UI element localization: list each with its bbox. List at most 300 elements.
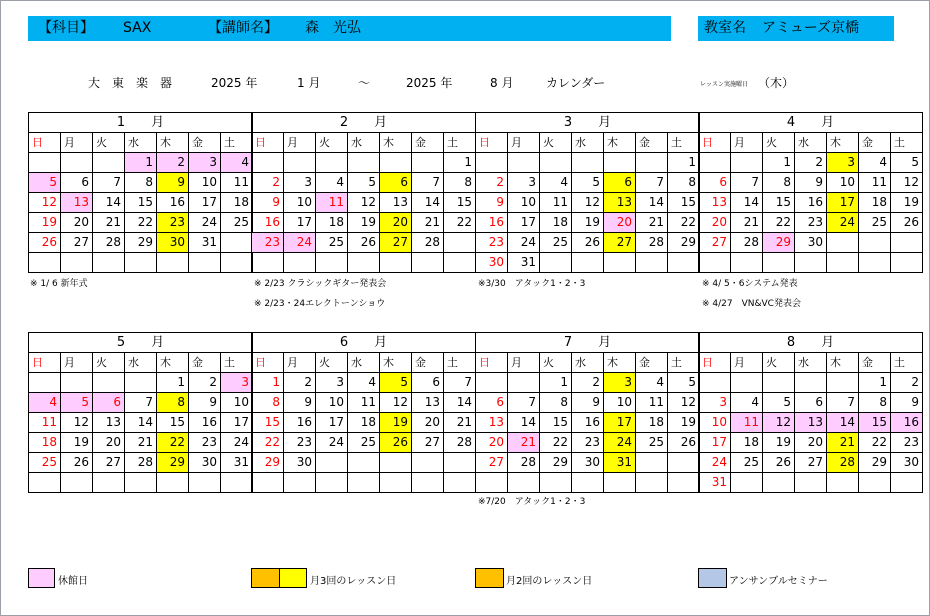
day-cell: 30	[476, 253, 508, 273]
day-cell: 20	[476, 433, 508, 453]
day-cell: 27	[604, 233, 636, 253]
day-cell: 2	[572, 373, 604, 393]
day-cell	[508, 473, 540, 493]
day-cell: 10	[316, 393, 348, 413]
day-cell	[93, 153, 125, 173]
month-calendar	[251, 332, 476, 493]
day-cell: 23	[476, 233, 508, 253]
day-cell: 4	[731, 393, 763, 413]
day-cell: 15	[252, 413, 284, 433]
day-cell: 28	[444, 433, 476, 453]
day-cell: 20	[93, 433, 125, 453]
day-cell: 18	[348, 413, 380, 433]
day-cell: 27	[412, 433, 444, 453]
weekday-header: 水	[572, 353, 604, 373]
weekday-header: 水	[795, 353, 827, 373]
day-cell: 29	[540, 453, 572, 473]
day-cell: 26	[29, 233, 61, 253]
legend-ensemble-swatch	[698, 568, 727, 588]
day-cell: 5	[348, 173, 380, 193]
lesson-day-value: （木）	[758, 76, 795, 90]
day-cell: 18	[29, 433, 61, 453]
day-cell: 14	[636, 193, 668, 213]
day-cell: 20	[604, 213, 636, 233]
weekday-header: 月	[61, 133, 93, 153]
day-cell: 11	[636, 393, 668, 413]
day-cell: 23	[252, 233, 284, 253]
day-cell	[668, 453, 700, 473]
day-cell: 9	[795, 173, 827, 193]
day-cell	[316, 153, 348, 173]
day-cell: 7	[731, 173, 763, 193]
day-cell: 27	[61, 233, 93, 253]
day-cell	[604, 473, 636, 493]
day-cell	[540, 153, 572, 173]
day-cell: 6	[412, 373, 444, 393]
day-cell: 18	[316, 213, 348, 233]
day-cell: 26	[572, 233, 604, 253]
day-cell	[444, 253, 476, 273]
header-bar	[28, 16, 671, 41]
month-calendar	[698, 112, 923, 273]
month-calendar	[475, 112, 700, 273]
day-cell: 11	[316, 193, 348, 213]
day-cell	[348, 473, 380, 493]
lesson-day-label: レッスン実施曜日	[700, 81, 748, 88]
day-cell: 13	[795, 413, 827, 433]
day-cell: 25	[316, 233, 348, 253]
calendar-word: カレンダー	[546, 76, 606, 90]
day-cell	[348, 153, 380, 173]
day-cell	[731, 153, 763, 173]
day-cell	[29, 153, 61, 173]
day-cell: 12	[572, 193, 604, 213]
weekday-header: 日	[476, 133, 508, 153]
day-cell: 21	[444, 413, 476, 433]
day-cell: 5	[763, 393, 795, 413]
day-cell: 2	[476, 173, 508, 193]
day-cell	[699, 153, 731, 173]
day-cell: 24	[604, 433, 636, 453]
day-cell: 26	[348, 233, 380, 253]
day-cell: 9	[572, 393, 604, 413]
day-cell: 23	[795, 213, 827, 233]
day-cell: 29	[668, 233, 700, 253]
day-cell: 12	[380, 393, 412, 413]
day-cell: 12	[348, 193, 380, 213]
day-cell: 6	[795, 393, 827, 413]
day-cell: 4	[540, 173, 572, 193]
day-cell: 23	[572, 433, 604, 453]
month-title: 3 月	[476, 113, 700, 133]
day-cell: 22	[763, 213, 795, 233]
day-cell	[540, 473, 572, 493]
day-cell	[61, 473, 93, 493]
day-cell: 20	[412, 413, 444, 433]
weekday-header: 水	[572, 133, 604, 153]
day-cell: 5	[29, 173, 61, 193]
day-cell: 20	[699, 213, 731, 233]
weekday-header: 木	[604, 353, 636, 373]
day-cell: 18	[540, 213, 572, 233]
day-cell: 30	[157, 233, 189, 253]
weekday-header: 火	[540, 133, 572, 153]
day-cell: 3	[604, 373, 636, 393]
month-title: 5 月	[29, 333, 253, 353]
day-cell: 15	[668, 193, 700, 213]
day-cell	[763, 373, 795, 393]
day-cell: 20	[380, 213, 412, 233]
day-cell	[827, 233, 859, 253]
day-cell	[636, 473, 668, 493]
day-cell: 13	[699, 193, 731, 213]
day-cell	[284, 153, 316, 173]
month-title: 7 月	[476, 333, 700, 353]
day-cell: 14	[827, 413, 859, 433]
day-cell: 7	[827, 393, 859, 413]
day-cell: 5	[891, 153, 923, 173]
day-cell: 5	[61, 393, 93, 413]
day-cell: 11	[540, 193, 572, 213]
day-cell: 2	[891, 373, 923, 393]
day-cell	[316, 253, 348, 273]
day-cell: 2	[284, 373, 316, 393]
day-cell: 25	[221, 213, 253, 233]
day-cell: 21	[827, 433, 859, 453]
day-cell	[731, 253, 763, 273]
day-cell: 31	[221, 453, 253, 473]
day-cell: 4	[348, 373, 380, 393]
day-cell: 4	[316, 173, 348, 193]
day-cell: 28	[125, 453, 157, 473]
day-cell: 29	[125, 233, 157, 253]
legend-three-label: 月3回のレッスン日	[310, 576, 397, 587]
legend-three-swatch-a	[251, 568, 280, 588]
from-month: 1 月	[297, 76, 321, 90]
day-cell: 3	[316, 373, 348, 393]
note-mar: ※3/30 アタック1・2・3	[478, 279, 586, 289]
day-cell: 3	[508, 173, 540, 193]
day-cell	[699, 373, 731, 393]
day-cell: 12	[29, 193, 61, 213]
month-calendar	[475, 332, 700, 493]
day-cell	[444, 453, 476, 473]
day-cell	[221, 473, 253, 493]
subject-label: 【科目】	[38, 20, 94, 36]
day-cell: 20	[795, 433, 827, 453]
day-cell: 10	[284, 193, 316, 213]
day-cell	[412, 153, 444, 173]
weekday-header: 火	[316, 133, 348, 153]
day-cell: 17	[508, 213, 540, 233]
day-cell: 19	[29, 213, 61, 233]
day-cell: 3	[284, 173, 316, 193]
day-cell: 14	[508, 413, 540, 433]
day-cell: 19	[61, 433, 93, 453]
day-cell: 8	[859, 393, 891, 413]
day-cell	[29, 253, 61, 273]
day-cell: 4	[29, 393, 61, 413]
day-cell: 18	[731, 433, 763, 453]
day-cell: 21	[93, 213, 125, 233]
day-cell	[380, 253, 412, 273]
day-cell: 16	[476, 213, 508, 233]
tilde: ～	[358, 76, 371, 90]
day-cell: 25	[29, 453, 61, 473]
weekday-header: 金	[412, 133, 444, 153]
day-cell: 23	[284, 433, 316, 453]
day-cell: 15	[859, 413, 891, 433]
day-cell: 10	[827, 173, 859, 193]
day-cell: 1	[668, 153, 700, 173]
day-cell: 24	[316, 433, 348, 453]
day-cell: 26	[891, 213, 923, 233]
day-cell: 1	[252, 373, 284, 393]
day-cell: 5	[668, 373, 700, 393]
day-cell	[891, 473, 923, 493]
day-cell: 18	[859, 193, 891, 213]
day-cell	[604, 253, 636, 273]
day-cell	[252, 473, 284, 493]
day-cell: 8	[252, 393, 284, 413]
note-jul: ※7/20 アタック1・2・3	[478, 497, 586, 507]
day-cell: 13	[93, 413, 125, 433]
day-cell	[412, 453, 444, 473]
day-cell: 30	[284, 453, 316, 473]
weekday-header: 月	[284, 353, 316, 373]
weekday-header: 火	[540, 353, 572, 373]
day-cell	[859, 473, 891, 493]
day-cell: 7	[125, 393, 157, 413]
day-cell	[125, 253, 157, 273]
day-cell: 26	[763, 453, 795, 473]
day-cell: 28	[827, 453, 859, 473]
weekday-header: 木	[604, 133, 636, 153]
weekday-header: 木	[827, 353, 859, 373]
day-cell: 24	[827, 213, 859, 233]
day-cell: 4	[859, 153, 891, 173]
weekday-header: 土	[444, 353, 476, 373]
day-cell: 6	[699, 173, 731, 193]
weekday-header: 土	[221, 353, 253, 373]
weekday-header: 火	[763, 353, 795, 373]
month-calendar	[28, 332, 253, 493]
day-cell: 30	[795, 233, 827, 253]
day-cell: 28	[636, 233, 668, 253]
day-cell: 10	[699, 413, 731, 433]
weekday-header: 金	[189, 133, 221, 153]
weekday-header: 木	[380, 133, 412, 153]
day-cell: 27	[699, 233, 731, 253]
day-cell: 12	[668, 393, 700, 413]
day-cell: 13	[412, 393, 444, 413]
note-jan: ※ 1/ 6 新年式	[30, 279, 88, 289]
day-cell: 5	[572, 173, 604, 193]
subject-value: SAX	[123, 20, 152, 36]
day-cell: 3	[827, 153, 859, 173]
weekday-header: 水	[348, 353, 380, 373]
weekday-header: 日	[29, 353, 61, 373]
day-cell: 15	[125, 193, 157, 213]
month-title: 4 月	[699, 113, 923, 133]
day-cell: 4	[221, 153, 253, 173]
weekday-header: 土	[444, 133, 476, 153]
from-year: 2025 年	[211, 76, 258, 90]
day-cell: 21	[636, 213, 668, 233]
day-cell: 26	[668, 433, 700, 453]
day-cell: 6	[93, 393, 125, 413]
day-cell: 17	[604, 413, 636, 433]
weekday-header: 日	[252, 133, 284, 153]
day-cell	[795, 253, 827, 273]
day-cell	[93, 373, 125, 393]
day-cell	[380, 473, 412, 493]
weekday-header: 日	[476, 353, 508, 373]
day-cell: 29	[859, 453, 891, 473]
day-cell	[157, 473, 189, 493]
weekday-header: 火	[316, 353, 348, 373]
day-cell: 11	[348, 393, 380, 413]
day-cell	[61, 373, 93, 393]
day-cell: 1	[763, 153, 795, 173]
day-cell: 10	[604, 393, 636, 413]
day-cell	[61, 153, 93, 173]
day-cell: 3	[699, 393, 731, 413]
weekday-header: 日	[699, 353, 731, 373]
day-cell	[157, 253, 189, 273]
day-cell	[859, 253, 891, 273]
day-cell	[348, 453, 380, 473]
day-cell: 3	[189, 153, 221, 173]
day-cell: 9	[891, 393, 923, 413]
day-cell	[444, 233, 476, 253]
day-cell	[316, 453, 348, 473]
day-cell: 2	[189, 373, 221, 393]
day-cell: 14	[125, 413, 157, 433]
day-cell	[284, 253, 316, 273]
day-cell: 1	[157, 373, 189, 393]
day-cell: 7	[412, 173, 444, 193]
day-cell: 2	[795, 153, 827, 173]
day-cell	[859, 233, 891, 253]
day-cell: 9	[252, 193, 284, 213]
day-cell: 21	[508, 433, 540, 453]
day-cell: 12	[891, 173, 923, 193]
teacher-value: 森 光弘	[305, 20, 361, 36]
classroom-label: 教室名	[704, 20, 746, 36]
weekday-header: 金	[859, 133, 891, 153]
day-cell	[380, 153, 412, 173]
day-cell: 24	[284, 233, 316, 253]
day-cell: 8	[444, 173, 476, 193]
day-cell: 27	[93, 453, 125, 473]
day-cell	[636, 453, 668, 473]
day-cell: 19	[668, 413, 700, 433]
day-cell: 22	[540, 433, 572, 453]
day-cell	[221, 233, 253, 253]
classroom-bar	[698, 16, 894, 41]
day-cell	[476, 153, 508, 173]
day-cell	[444, 473, 476, 493]
day-cell: 24	[221, 433, 253, 453]
month-title: 8 月	[699, 333, 923, 353]
weekday-header: 月	[731, 353, 763, 373]
day-cell: 21	[125, 433, 157, 453]
day-cell: 15	[157, 413, 189, 433]
weekday-header: 月	[508, 353, 540, 373]
day-cell: 2	[252, 173, 284, 193]
day-cell	[348, 253, 380, 273]
day-cell: 1	[540, 373, 572, 393]
day-cell: 3	[221, 373, 253, 393]
day-cell: 9	[157, 173, 189, 193]
day-cell: 16	[252, 213, 284, 233]
weekday-header: 金	[636, 353, 668, 373]
day-cell: 16	[157, 193, 189, 213]
day-cell: 14	[412, 193, 444, 213]
day-cell	[572, 253, 604, 273]
day-cell: 13	[61, 193, 93, 213]
day-cell: 25	[636, 433, 668, 453]
weekday-header: 水	[348, 133, 380, 153]
day-cell	[795, 373, 827, 393]
day-cell	[412, 473, 444, 493]
day-cell	[189, 473, 221, 493]
day-cell	[763, 473, 795, 493]
day-cell: 24	[189, 213, 221, 233]
day-cell: 18	[221, 193, 253, 213]
day-cell: 30	[891, 453, 923, 473]
weekday-header: 日	[252, 353, 284, 373]
day-cell: 8	[157, 393, 189, 413]
day-cell: 7	[93, 173, 125, 193]
day-cell: 15	[763, 193, 795, 213]
to-month: 8 月	[490, 76, 514, 90]
day-cell	[572, 473, 604, 493]
day-cell: 1	[444, 153, 476, 173]
day-cell: 28	[508, 453, 540, 473]
day-cell: 22	[157, 433, 189, 453]
legend-closed-label: 休館日	[58, 576, 88, 587]
day-cell: 10	[189, 173, 221, 193]
day-cell: 22	[859, 433, 891, 453]
day-cell: 17	[189, 193, 221, 213]
day-cell	[731, 473, 763, 493]
day-cell: 16	[284, 413, 316, 433]
legend-closed-swatch	[28, 568, 55, 588]
day-cell: 16	[189, 413, 221, 433]
day-cell	[668, 473, 700, 493]
day-cell: 14	[93, 193, 125, 213]
day-cell: 31	[699, 473, 731, 493]
day-cell	[668, 253, 700, 273]
day-cell: 14	[731, 193, 763, 213]
day-cell: 6	[476, 393, 508, 413]
day-cell: 24	[699, 453, 731, 473]
day-cell	[827, 373, 859, 393]
day-cell: 29	[252, 453, 284, 473]
day-cell: 1	[125, 153, 157, 173]
day-cell: 13	[380, 193, 412, 213]
day-cell: 16	[795, 193, 827, 213]
day-cell: 6	[604, 173, 636, 193]
day-cell: 21	[412, 213, 444, 233]
day-cell: 24	[508, 233, 540, 253]
day-cell	[221, 253, 253, 273]
note-feb-1: ※ 2/23 クラシックギター発表会	[254, 279, 387, 289]
day-cell	[252, 153, 284, 173]
day-cell: 7	[508, 393, 540, 413]
